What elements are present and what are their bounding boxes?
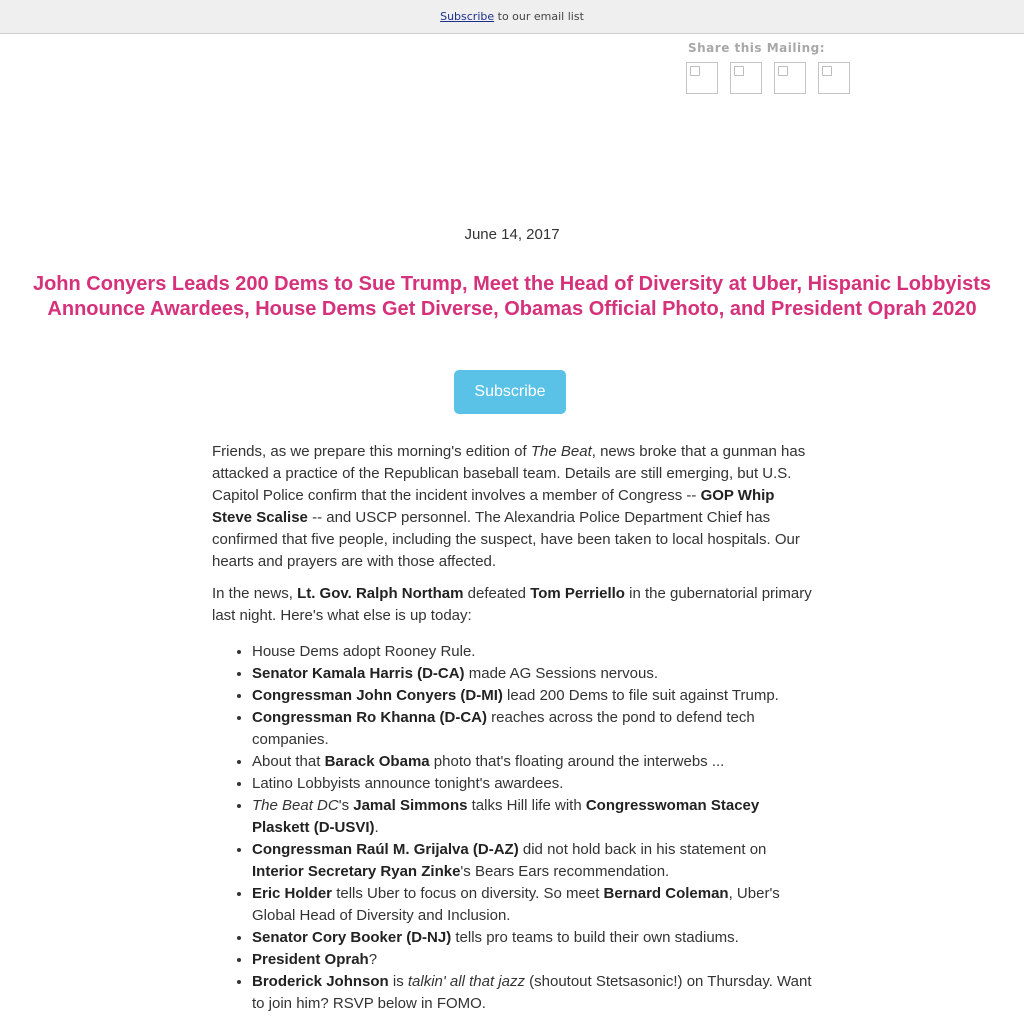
list-item: • About that Barack Obama photo that's floating around the interwebs ... (252, 751, 812, 773)
text: Friends, as we prepare this morning's edition of (212, 443, 531, 460)
share-linkedin-icon[interactable] (774, 62, 806, 94)
newsletter-body (212, 441, 812, 1015)
text: in the gubernatorial primary last night. Here's what else is up today: (212, 585, 812, 624)
subscribe-banner-text: to our email list (494, 10, 584, 23)
person-name: Tom Perriello (530, 585, 625, 602)
intro-paragraph (212, 441, 812, 573)
headline: John Conyers Leads 200 Dems to Sue Trump, Meet the Head of Diversity at Uber, Hispanic Lobbyists Announce Awardees, House Dems Get Diverse, Obamas Official Photo, and President Oprah 2020 (32, 273, 992, 320)
share-label: Share this Mailing: (688, 41, 826, 55)
list-item: • President Oprah? (252, 949, 812, 971)
person-name: GOP Whip Steve Scalise (212, 487, 775, 526)
person-name: Lt. Gov. Ralph Northam (297, 585, 464, 602)
list-item: • Congressman John Conyers (D-MI) lead 200 Dems to file suit against Trump. (252, 685, 812, 707)
text: -- and USCP personnel. The Alexandria Police Department Chief has confirmed that five people, including the suspect, have been taken to local hospitals. Our hearts and prayers are with those affected. (212, 509, 800, 570)
broken-image-icon (822, 66, 832, 76)
broken-image-icon (734, 66, 744, 76)
share-email-icon[interactable] (818, 62, 850, 94)
list-item: • Congressman Ro Khanna (D-CA) reaches across the pond to defend tech companies. (252, 707, 812, 751)
headline-list (212, 641, 812, 1015)
subscribe-link[interactable]: Subscribe (440, 10, 495, 23)
publication-name: The Beat (530, 443, 592, 460)
text: In the news, (212, 585, 298, 602)
list-item: • Senator Kamala Harris (D-CA) made AG Sessions nervous. (252, 663, 812, 685)
broken-image-icon (690, 66, 700, 76)
list-item: • House Dems adopt Rooney Rule. (252, 641, 812, 663)
text: defeated (463, 585, 531, 602)
subscribe-banner (0, 0, 1024, 34)
list-item: • Latino Lobbyists announce tonight's awardees. (252, 773, 812, 795)
share-twitter-icon[interactable] (730, 62, 762, 94)
list-item: • Senator Cory Booker (D-NJ) tells pro teams to build their own stadiums. (252, 927, 812, 949)
subscribe-button[interactable]: Subscribe (454, 370, 566, 414)
broken-image-icon (778, 66, 788, 76)
list-item: • The Beat DC's Jamal Simmons talks Hill life with Congresswoman Stacey Plaskett (D-USVI). (252, 795, 812, 839)
list-item: • Congressman Raúl M. Grijalva (D-AZ) did not hold back in his statement on Interior Secretary Ryan Zinke's Bears Ears recommendation. (252, 839, 812, 883)
text: , news broke that a gunman has attacked a practice of the Republican baseball team. Details are still emerging, but U.S. Capitol Police confirm that the incident involves a member of Congress -- (212, 443, 806, 504)
list-item: • Eric Holder tells Uber to focus on diversity. So meet Bernard Coleman, Uber's Global Head of Diversity and Inclusion. (252, 883, 812, 927)
mailing-date: June 14, 2017 (464, 226, 560, 243)
news-paragraph (212, 583, 812, 627)
list-item: • Broderick Johnson is talkin' all that jazz (shoutout Stetsasonic!) on Thursday. Want to join him? RSVP below in FOMO. (252, 971, 812, 1015)
share-facebook-icon[interactable] (686, 62, 718, 94)
